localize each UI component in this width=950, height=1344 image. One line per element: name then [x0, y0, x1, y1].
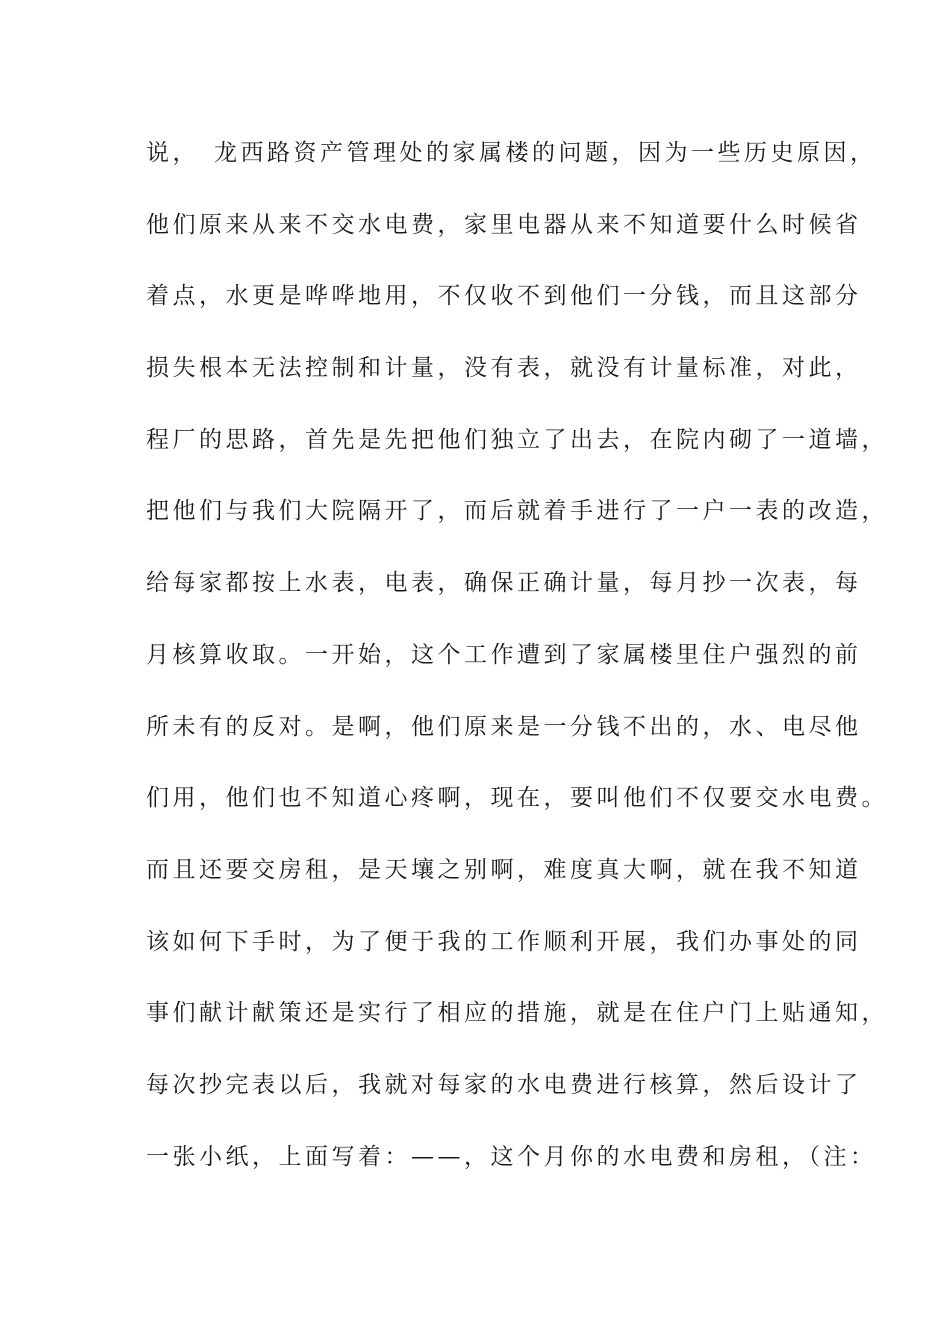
text-line: 损失根本无法控制和计量，没有表，就没有计量标准，对此，	[146, 355, 862, 382]
text-line: 把他们与我们大院隔开了，而后就着手进行了一户一表的改造，	[146, 498, 888, 525]
text-line: 事们献计献策还是实行了相应的措施，就是在住户门上贴通知，	[146, 1000, 888, 1027]
text-line: 着点，水更是哗哗地用，不仅收不到他们一分钱，而且这部分	[146, 283, 862, 310]
text-line: 该如何下手时，为了便于我的工作顺利开展，我们办事处的同	[146, 928, 862, 955]
text-line: 说， 龙西路资产管理处的家属楼的问题，因为一些历史原因，	[146, 140, 877, 166]
text-line: 月核算收取。一开始，这个工作遭到了家属楼里住户强烈的前	[146, 641, 862, 668]
text-line: 而且还要交房租，是天壤之别啊，难度真大啊，就在我不知道	[146, 856, 862, 883]
text-line: 所未有的反对。是啊，他们原来是一分钱不出的，水、电尽他	[146, 713, 862, 740]
text-line: 们用，他们也不知道心疼啊，现在，要叫他们不仅要交水电费。	[146, 785, 888, 812]
text-line: 每次抄完表以后，我就对每家的水电费进行核算，然后设计了	[146, 1071, 862, 1098]
text-line: 他们原来从来不交水电费，家里电器从来不知道要什么时候省	[146, 211, 862, 238]
text-line: 给每家都按上水表，电表，确保正确计量，每月抄一次表，每	[146, 570, 862, 597]
text-line: 程厂的思路，首先是先把他们独立了出去，在院内砌了一道墙，	[146, 426, 888, 453]
body-text	[146, 133, 888, 1208]
text-line: 一张小纸，上面写着：——，这个月你的水电费和房租，（注：	[146, 1143, 877, 1170]
